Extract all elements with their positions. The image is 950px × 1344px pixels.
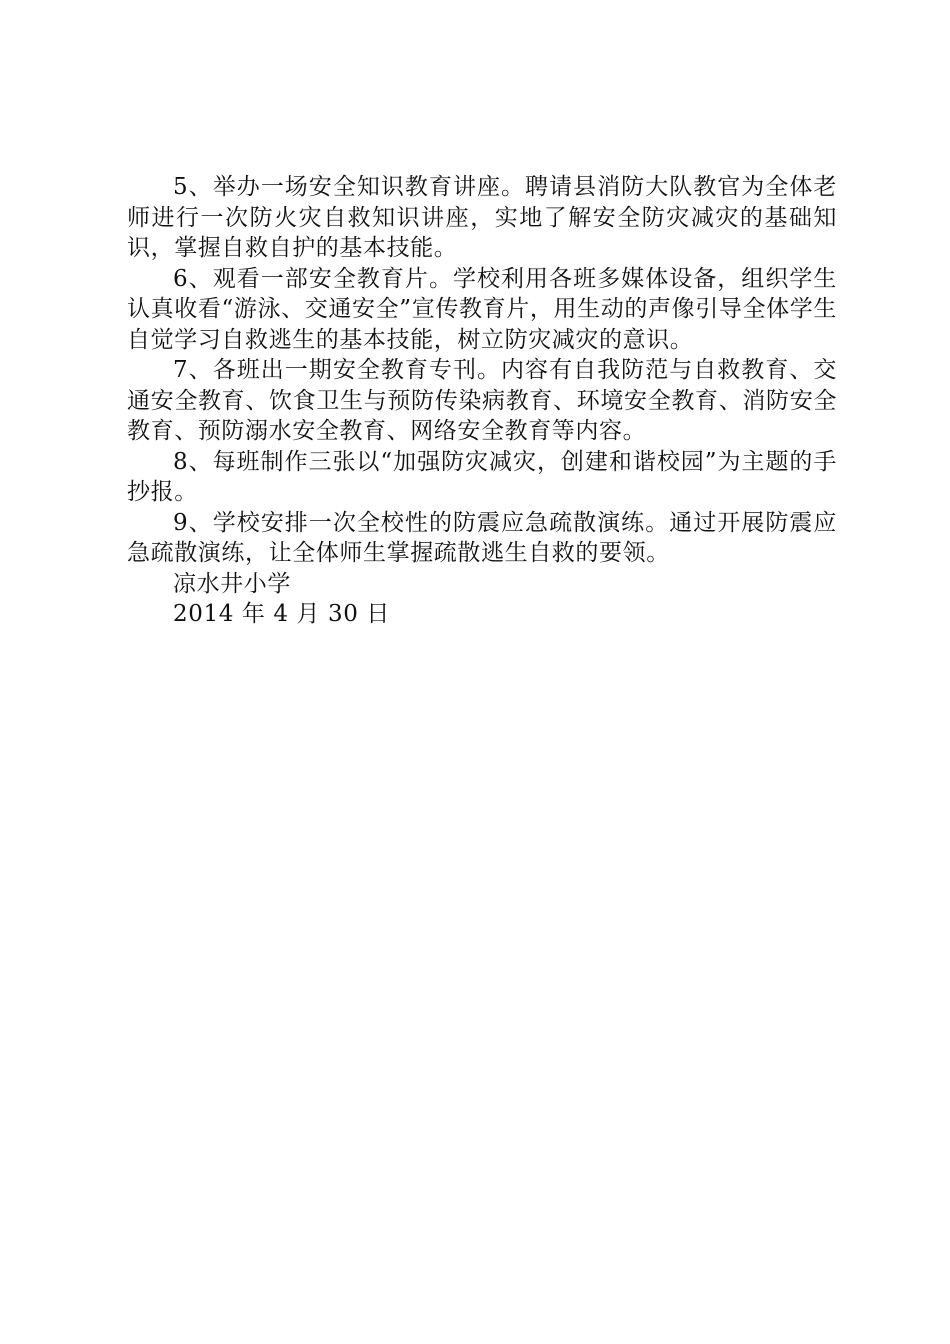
document-body — [127, 172, 837, 630]
paragraph-item-8: 8、每班制作三张以“加强防灾减灾，创建和谐校园”为主题的手抄报。 — [127, 448, 837, 505]
paragraph-item-7: 7、各班出一期安全教育专刊。内容有自我防范与自救教育、交通安全教育、饮食卫生与预防传染病教育、环境安全教育、消防安全教育、预防溺水安全教育、网络安全教育等内容。 — [127, 357, 837, 444]
paragraph-item-6: 6、观看一部安全教育片。学校利用各班多媒体设备，组织学生认真收看“游泳、交通安全”宣传教育片，用生动的声像引导全体学生自觉学习自救逃生的基本技能，树立防灾减灾的意识。 — [127, 265, 837, 353]
paragraph-item-5: 5、举办一场安全知识教育讲座。聘请县消防大队教官为全体老师进行一次防火灾自救知识讲座，实地了解安全防灾减灾的基础知识，掌握自救自护的基本技能。 — [127, 174, 837, 261]
signature-date: 2014 年 4 月 30 日 — [173, 601, 390, 627]
signature-organization: 凉水井小学 — [173, 570, 291, 597]
paragraph-item-9: 9、学校安排一次全校性的防震应急疏散演练。通过开展防震应急疏散演练，让全体师生掌握疏散逃生自救的要领。 — [127, 509, 837, 566]
